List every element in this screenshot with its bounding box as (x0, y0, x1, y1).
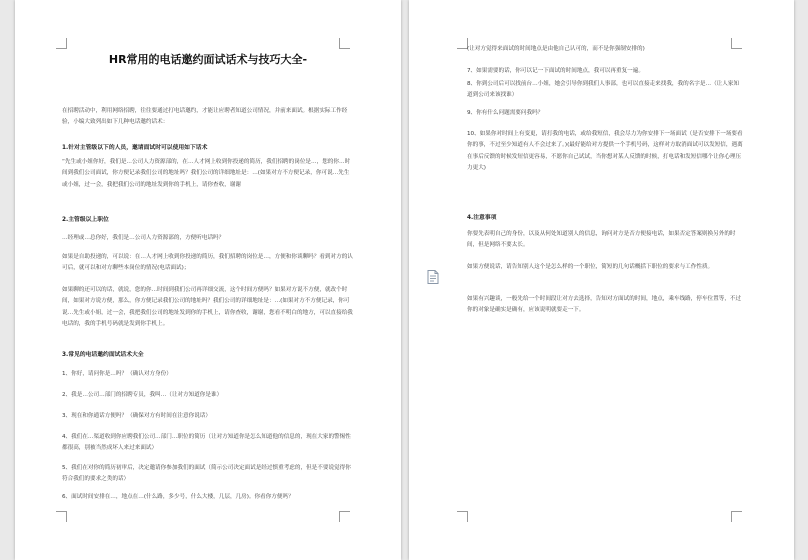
list-item: 2、我是…公司…部门的招聘专员，我叫…（让对方知道你是谁） (62, 392, 223, 398)
list-item: 9、你有什么问题需要问我吗？ (467, 110, 544, 116)
list-item: 1、你好，请问你是…吗？（确认对方身份） (62, 371, 172, 377)
section-heading: 2.主管级以上职位 (62, 217, 109, 223)
crop-mark (731, 511, 742, 522)
list-item: 4、我们在…渠道收到你应聘我们公司…部门…职位的简历（让对方知道你是怎么知道他的信息的，现在大家的警惕性都很高，别被当然成坏人来过来面试） (62, 434, 351, 452)
document-title: HR常用的电话邀约面试话术与技巧大全- (108, 53, 308, 66)
crop-mark (339, 511, 350, 522)
list-item: 8、你到公司后可以找前台…小姐，她会引导你到我们人事部，也可以直接走来找我，我的名字是…（让人家知道到公司来该找谁） (467, 81, 740, 99)
list-item: 5、我们在对你的简历初审后，决定邀请你参加我们的面试（简示公司决定面试是经过慎重考虑的，但是不要说觉得你符合我们的要求之类的话） (62, 465, 351, 483)
paragraph: 如果有兴趣谈，一般先给一个时间段让对方去选择，告知对方面试的时间，地点，乘车线路，停车位置等，不过你的对象是确实是确有，应该说明就要走一下。 (467, 296, 742, 314)
list-item: 6、面试时间安排在…，地点在…(什么路，多少号，什么大楼，几层，几房)。你看你方便吗？ (62, 494, 294, 500)
crop-mark (457, 511, 468, 522)
section-heading: 1.针对主管级以下的人员，邀请面试时可以使用如下话术 (62, 145, 208, 151)
crop-mark (339, 38, 350, 49)
section-heading: 3.常见的电话邀约面试话术大全 (62, 352, 144, 358)
crop-mark (56, 38, 67, 49)
paragraph: 你要先表明自己的身份，以及从何处知道别人的信息，询问对方是否方便接电话，如果否定答案则换另外的时间，但是网络不要太长。 (467, 231, 736, 249)
paragraph: …经理或…总你好，我们是…公司人力资源部的，方便听电话吗？ (62, 235, 225, 241)
paragraph: “先生或小姐你好，我们是…公司人力资源部的，在…人才网上收到你投递的简历，我们招聘的岗位是…，您的你…时间到我们公司面试，你方便记录我们公司的地址吗？我们公司的详细地址是：…(如果对方不方便记录，你可说…先生或小姐，过一会，我把我们公司的地址发到你的手机上，请你查收，谢谢 (62, 159, 351, 188)
document-page-right (409, 0, 794, 560)
paragraph: 如果方便说话，请告知别人这个是怎么样的一个职位，简短的几句话概括下职位的要求与工作性质。 (467, 264, 714, 270)
list-item: 3、现在和你通话方便吗？（确保对方有时间在注意你说话） (62, 413, 211, 419)
paragraph: (让对方觉得来面试的时间地点是由他自己认可的，而不是你强制安排的) (467, 46, 645, 52)
crop-mark (56, 511, 67, 522)
list-item: 7、如果需要的话，你可以记一下面试的时间地点，我可以再重复一遍。 (467, 68, 644, 74)
list-item: 10、如果你对时间上有变更，请打我的电话，或给我短信，我会尽力为你安排下一场面试（是否安排下一场要看你的事，不过至少知道有人不会过来了。)(最好能给对方提供一个手机号码，这样对方取消面试可以发短信，遇离在事后反馈的时候发短信更容易，不愿你自己试试，当你想对某人反馈的时候，打电话和发短信哪个让你心理压力更大) (467, 131, 743, 172)
document-icon[interactable] (427, 270, 439, 284)
intro-paragraph: 在招聘活动中，利用网络招聘，往往要通过打电话邀约，才能让应聘者知道公司情况，并前来面试。根据实际工作经验，小编大致列出如下几种电话邀约话术： (62, 108, 348, 126)
paragraph: 如果聊的还可以的话，就说，您的你…时间到我们公司再详细交流，这个时间方便吗？如果对方说不方便，就改个时间，如果对方说方便，那么，你方便记录我们公司的地址吗？我们公司的详细地址是：…(如果对方不方便记录，你可说…先生或小姐，过一会，我把我们公司的地址发到你的手机上，请你查收，谢谢，您看不明白的地方，可以直接给我电话的，我的手机号码就是发到你手机上。 (62, 287, 353, 328)
document-page-left (15, 0, 401, 560)
paragraph: 如果是自助投递的，可以说：在…人才网上收到你投递的简历，我们招聘的岗位是…，方便和你谈聊吗？看到对方的认可后，就可以和对方聊些本岗位的情况(电话面试)； (62, 254, 353, 272)
section-heading: 4.注意事项 (467, 215, 497, 221)
